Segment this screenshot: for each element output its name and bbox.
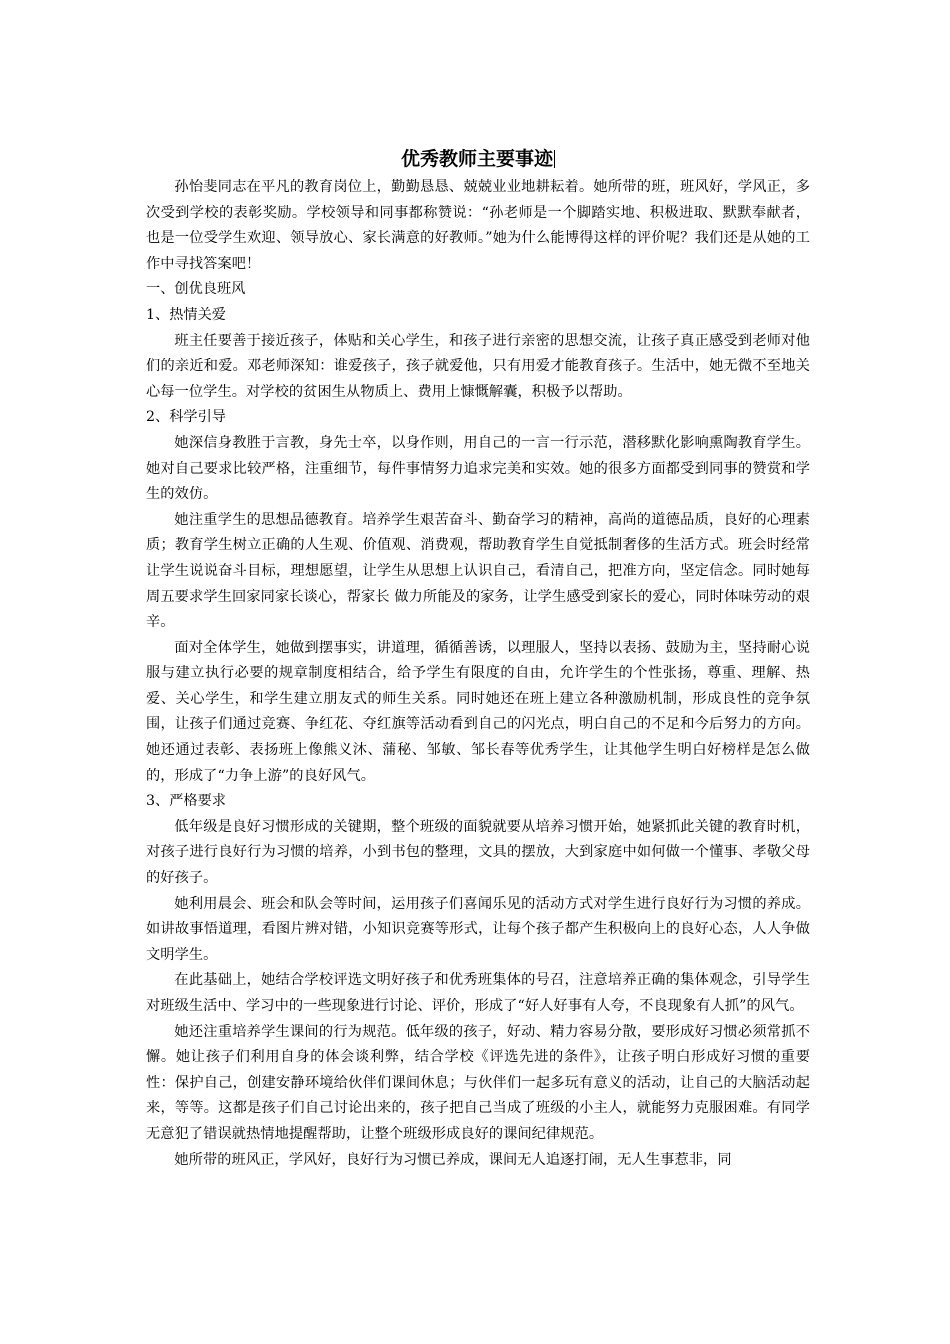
paragraph: 她深信身教胜于言教，身先士卒，以身作则，用自己的一言一行示范，潜移默化影响熏陶教育学生。她对自己要求比较严格，注重细节，每件事情努力追求完美和实效。她的很多方面都受到同事的赞赏和学生的效仿。 xyxy=(146,434,810,503)
paragraph: 班主任要善于接近孩子，体贴和关心学生，和孩子进行亲密的思想交流，让孩子真正感受到老师对他们的亲近和爱。邓老师深知：谁爱孩子，孩子就爱他，只有用爱才能教育孩子。生活中，她无微不至地关心每一位学生。对学校的贫困生从物质上、费用上慷慨解囊，积极予以帮助。 xyxy=(146,332,810,400)
paragraph: 她注重学生的思想品德教育。培养学生艰苦奋斗、勤奋学习的精神，高尚的道德品质，良好的心理素质；教育学生树立正确的人生观、价值观、消费观，帮助教育学生自觉抵制奢侈的生活方式。班会时经常让学生说说奋斗目标，理想愿望，让学生从思想上认识自己，看清自己，把准方向，坚定信念。同时她每周五要求学生回家同家长谈心，帮家长 做力所能及的家务，让学生感受到家长的爱心，同时体味劳动的艰辛。 xyxy=(146,511,810,631)
paragraph: 面对全体学生，她做到摆事实，讲道理，循循善诱，以理服人，坚持以表扬、鼓励为主，坚持耐心说服与建立执行必要的规章制度相结合，给予学生有限度的自由，允许学生的个性张扬，尊重、理解、热爱、关心学生，和学生建立朋友式的师生关系。同时她还在班上建立各种激励机制，形成良性的竞争氛围，让孩子们通过竞赛、争红花、夺红旗等活动看到自己的闪光点，明白自己的不足和今后努力的方向。她还通过表彰、表扬班上像熊义沐、蒲秘、邹敏、邹长春等优秀学生，让其他学生明白好榜样是怎么做的，形成了“力争上游”的良好风气。 xyxy=(146,639,810,784)
section-heading-1: 一、创优良班风 xyxy=(146,281,246,298)
paragraph: 在此基础上，她结合学校评选文明好孩子和优秀班集体的号召，注意培养正确的集体观念，引导学生对班级生活中、学习中的一些现象进行讨论、评价，形成了“好人好事有人夸，不良现象有人抓”的风气。 xyxy=(146,972,810,1014)
subheading-3: 3、严格要求 xyxy=(146,793,226,810)
text-cursor xyxy=(554,150,555,168)
subheading-1: 1、热情关爱 xyxy=(146,306,226,323)
document-page xyxy=(146,143,810,1173)
paragraph: 低年级是良好习惯形成的关键期，整个班级的面貌就要从培养习惯开始，她紧抓此关键的教育时机，对孩子进行良好行为习惯的培养，小到书包的整理，文具的摆放，大到家庭中如何做一个懂事、孝敬父母的好孩子。 xyxy=(146,818,810,887)
paragraph: 她利用晨会、班会和队会等时间，运用孩子们喜闻乐见的活动方式对学生进行良好行为习惯的养成。如讲故事悟道理，看图片辨对错，小知识竞赛等形式，让每个孩子都产生积极向上的良好心态，人人争做文明学生。 xyxy=(146,895,810,963)
title-text: 优秀教师主要事迹 xyxy=(400,148,553,170)
paragraph: 她所带的班风正，学风好，良好行为习惯已养成，课间无人追逐打闹，无人生事惹非，同 xyxy=(174,1151,732,1168)
paragraph: 她还注重培养学生课间的行为规范。低年级的孩子，好动、精力容易分散，要形成好习惯必须常抓不懈。她让孩子们利用自身的体会谈利弊，结合学校《评选先进的条件》，让孩子明白形成好习惯的重要性：保护自己，创建安静环境给伙伴们课间休息；与伙伴们一起多玩有意义的活动，让自己的大脑活动起来，等等。这都是孩子们自己讨论出来的，孩子把自己当成了班级的小主人，就能努力克服困难。有同学无意犯了错误就热情地提醒帮助，让整个班级形成良好的课间纪律规范。 xyxy=(146,1023,810,1142)
document-title xyxy=(146,143,810,175)
subheading-2: 2、科学引导 xyxy=(146,409,226,426)
paragraph-intro: 孙怡斐同志在平凡的教育岗位上，勤勤恳恳、兢兢业业地耕耘着。她所带的班，班风好，学风正，多次受到学校的表彰奖励。学校领导和同事都称赞说：“孙老师是一个脚踏实地、积极进取、默默奉献者，也是一位受学生欢迎、领导放心、家长满意的好教师。”她为什么能博得这样的评价呢？我们还是从她的工作中寻找答案吧！ xyxy=(146,179,810,272)
